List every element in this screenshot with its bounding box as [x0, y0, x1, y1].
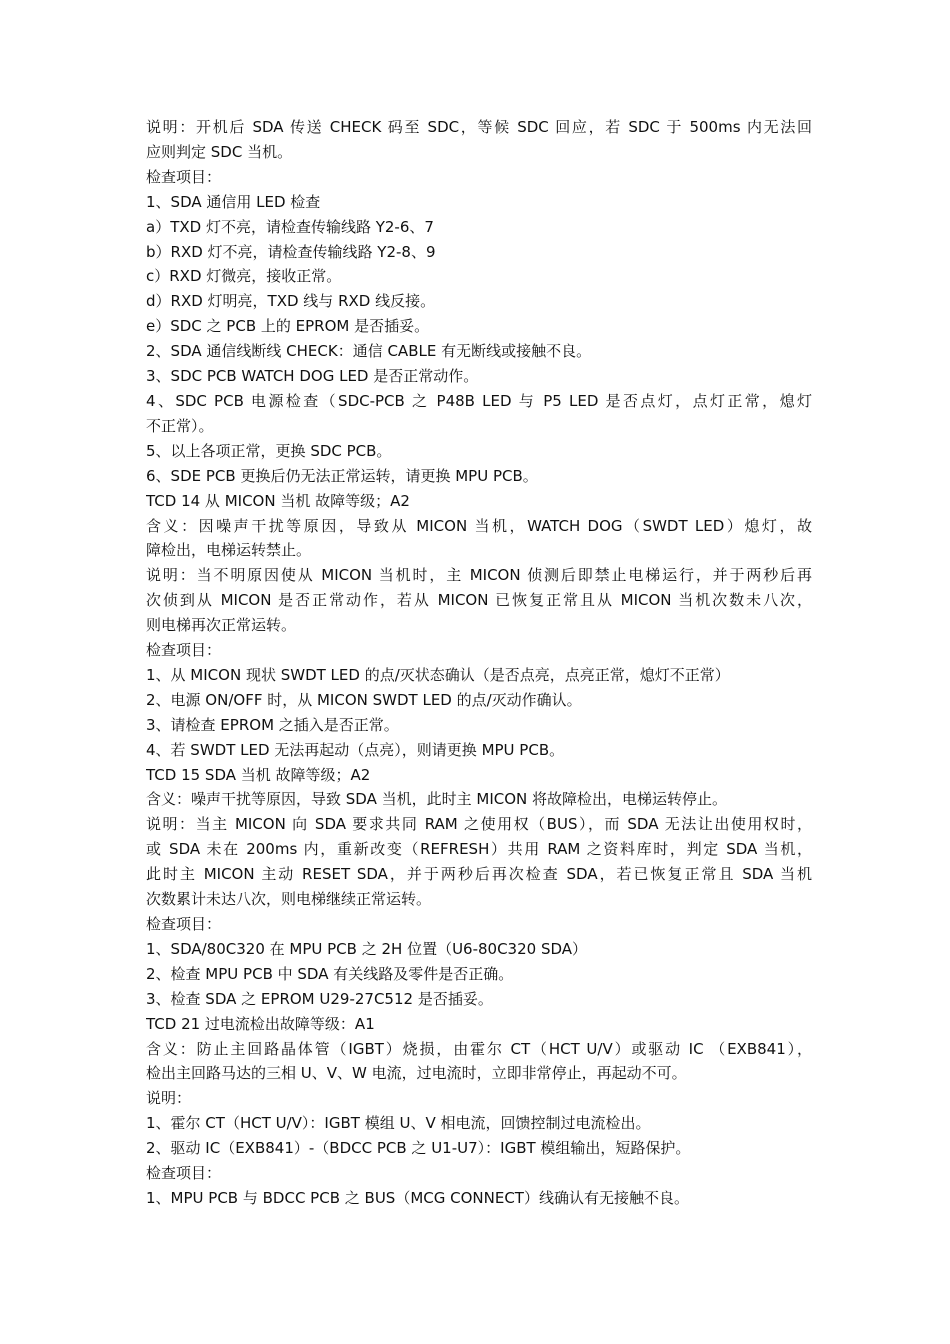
text-line: 此时主 MICON 主动 RESET SDA，并于两秒后再次检查 SDA，若已恢复正常且 SDA 当机: [146, 865, 812, 884]
text-line: 应则判定 SDC 当机。: [146, 142, 293, 161]
text-line: 2、电源 ON/OFF 时，从 MICON SWDT LED 的点/灭动作确认。: [146, 690, 582, 709]
text-line: 含义：防止主回路晶体管（IGBT）烧损，由霍尔 CT（HCT U/V）或驱动 IC （EXB841），: [146, 1039, 812, 1058]
text-line: 1、MPU PCB 与 BDCC PCB 之 BUS（MCG CONNECT）线确认有无接触不良。: [146, 1188, 689, 1207]
text-line: TCD 15 SDA 当机 故障等级；A2: [146, 765, 371, 784]
text-line: 1、从 MICON 现状 SWDT LED 的点/灭状态确认（是否点亮，点亮正常，熄灯不正常）: [146, 665, 730, 684]
text-line: 5、以上各项正常，更换 SDC PCB。: [146, 441, 392, 460]
text-line: 检出主回路马达的三相 U、V、W 电流，过电流时，立即非常停止，再起动不可。: [146, 1064, 687, 1083]
text-line: 3、请检查 EPROM 之插入是否正常。: [146, 715, 399, 734]
text-line: 次侦到从 MICON 是否正常动作，若从 MICON 已恢复正常且从 MICON 当机次数未八次，: [146, 591, 812, 610]
text-line: 不正常）。: [146, 416, 214, 435]
text-line: 1、SDA 通信用 LED 检查: [146, 192, 321, 211]
text-line: 2、驱动 IC（EXB841）-（BDCC PCB 之 U1-U7）：IGBT 模组输出，短路保护。: [146, 1139, 691, 1158]
text-line: 1、SDA/80C320 在 MPU PCB 之 2H 位置（U6-80C320 SDA）: [146, 939, 588, 958]
text-line: 或 SDA 未在 200ms 内，重新改变（REFRESH）共用 RAM 之资料库时，判定 SDA 当机，: [146, 840, 812, 859]
document-page: [146, 115, 812, 1211]
text-line: 障检出，电梯运转禁止。: [146, 541, 312, 560]
text-line: 检查项目：: [146, 915, 222, 933]
text-line: 含义：因噪声干扰等原因，导致从 MICON 当机，WATCH DOG（SWDT LED）熄灯，故: [146, 516, 812, 535]
text-line: 2、SDA 通信线断线 CHECK：通信 CABLE 有无断线或接触不良。: [146, 342, 592, 361]
text-line: 说明：当主 MICON 向 SDA 要求共同 RAM 之使用权（BUS），而 SDA 无法让出使用权时，: [146, 815, 812, 834]
text-line: 说明：当不明原因使从 MICON 当机时，主 MICON 侦测后即禁止电梯运行，并于两秒后再: [146, 566, 812, 585]
text-line: e）SDC 之 PCB 上的 EPROM 是否插妥。: [146, 317, 430, 336]
text-line: 6、SDE PCB 更换后仍无法正常运转，请更换 MPU PCB。: [146, 466, 538, 485]
text-line: c）RXD 灯微亮，接收正常。: [146, 267, 342, 286]
text-line: b）RXD 灯不亮，请检查传输线路 Y2-8、9: [146, 242, 436, 261]
text-line: 检查项目：: [146, 1164, 222, 1183]
text-line: TCD 14 从 MICON 当机 故障等级；A2: [146, 491, 410, 510]
text-line: 4、SDC PCB 电源检查（SDC-PCB 之 P48B LED 与 P5 LED 是否点灯，点灯正常，熄灯: [146, 391, 812, 410]
text-line: 检查项目：: [146, 167, 222, 186]
text-line: 则电梯再次正常运转。: [146, 616, 297, 635]
text-line: 4、若 SWDT LED 无法再起动（点亮），则请更换 MPU PCB。: [146, 740, 565, 759]
text-line: 次数累计未达八次，则电梯继续正常运转。: [146, 890, 432, 909]
text-line: 1、霍尔 CT（HCT U/V）：IGBT 模组 U、V 相电流，回馈控制过电流检出。: [146, 1114, 651, 1133]
text-line: 检查项目：: [146, 641, 222, 660]
text-line: TCD 21 过电流检出故障等级：A1: [146, 1014, 375, 1033]
text-line: d）RXD 灯明亮，TXD 线与 RXD 线反接。: [146, 292, 436, 311]
text-line: a）TXD 灯不亮，请检查传输线路 Y2-6、7: [146, 217, 434, 236]
text-line: 说明：开机后 SDA 传送 CHECK 码至 SDC，等候 SDC 回应，若 SDC 于 500ms 内无法回: [146, 118, 812, 136]
text-line: 3、检查 SDA 之 EPROM U29-27C512 是否插妥。: [146, 989, 493, 1008]
text-line: 3、SDC PCB WATCH DOG LED 是否正常动作。: [146, 367, 479, 386]
text-line: 说明：: [146, 1089, 192, 1108]
text-line: 2、检查 MPU PCB 中 SDA 有关线路及零件是否正确。: [146, 964, 514, 983]
text-line: 含义：噪声干扰等原因，导致 SDA 当机，此时主 MICON 将故障检出，电梯运转停止。: [146, 790, 728, 809]
